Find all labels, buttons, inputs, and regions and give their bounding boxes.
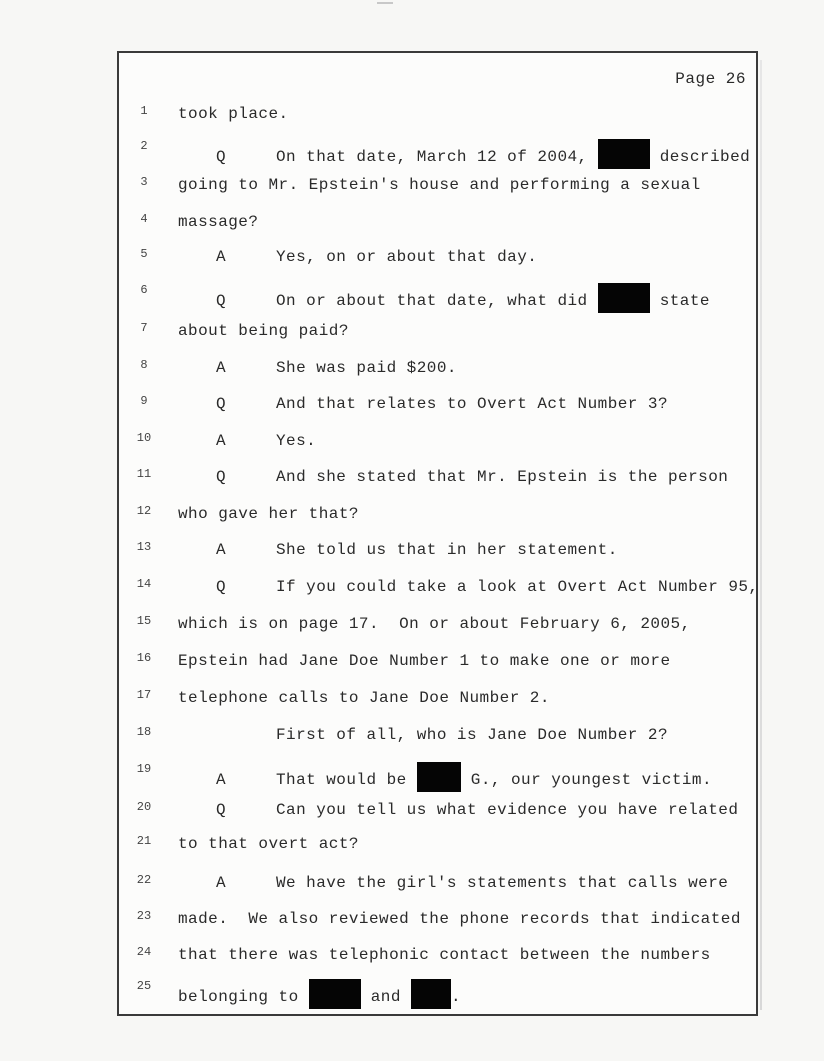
transcript-line — [119, 688, 756, 712]
speaker-label: Q — [216, 578, 227, 596]
line-number: 5 — [140, 247, 148, 261]
line-number: 20 — [136, 800, 152, 814]
text-segment: who gave her that? — [178, 505, 359, 523]
transcript-line — [119, 651, 756, 675]
transcript-line — [119, 945, 756, 969]
line-text — [178, 979, 461, 1009]
transcript-line — [119, 139, 756, 166]
text-segment: . — [450, 988, 461, 1006]
line-number: 23 — [136, 909, 152, 923]
text-segment: She told us that in her statement. — [276, 541, 618, 559]
line-number: 25 — [136, 979, 152, 993]
line-text — [178, 504, 359, 524]
text-segment: state — [649, 292, 710, 310]
line-number: 22 — [136, 873, 152, 887]
text-segment: She was paid $200. — [276, 359, 457, 377]
transcript-line — [119, 873, 756, 897]
line-number: 18 — [136, 725, 152, 739]
text-segment: Yes. — [276, 432, 317, 450]
line-number: 6 — [140, 283, 148, 297]
line-text — [178, 358, 457, 378]
line-text — [178, 614, 691, 634]
transcript-line — [119, 762, 756, 789]
line-number: 9 — [140, 394, 148, 408]
text-segment: to that overt act? — [178, 835, 359, 853]
line-text — [178, 688, 550, 708]
transcript-line — [119, 283, 756, 310]
line-number: 4 — [140, 212, 148, 226]
line-text — [178, 873, 728, 893]
transcript-page — [117, 51, 758, 1016]
speaker-label: A — [216, 432, 227, 450]
line-number: 14 — [136, 577, 152, 591]
line-number: 15 — [136, 614, 152, 628]
speaker-label: A — [216, 874, 227, 892]
line-text — [178, 945, 711, 965]
text-segment: about being paid? — [178, 322, 349, 340]
line-text — [178, 212, 258, 232]
text-segment: Epstein had Jane Doe Number 1 to make one or more — [178, 652, 671, 670]
text-segment: On or about that date, what did — [276, 292, 598, 310]
transcript-line — [119, 431, 756, 455]
line-number: 11 — [136, 467, 152, 481]
text-segment: We have the girl's statements that calls were — [276, 874, 729, 892]
page-edge-shadow — [760, 60, 762, 1010]
transcript-line — [119, 467, 756, 491]
text-segment: On that date, March 12 of 2004, — [276, 148, 598, 166]
text-segment: Yes, on or about that day. — [276, 248, 538, 266]
line-text — [178, 247, 537, 267]
text-segment: And that relates to Overt Act Number 3? — [276, 395, 669, 413]
speaker-label: Q — [216, 292, 227, 310]
line-text — [178, 800, 738, 820]
text-segment: which is on page 17. On or about February 6, 2005, — [178, 615, 691, 633]
line-number: 10 — [136, 431, 152, 445]
redaction-block — [417, 762, 461, 792]
line-text — [178, 725, 668, 745]
transcript-line — [119, 540, 756, 564]
line-text — [178, 909, 741, 929]
transcript-line — [119, 394, 756, 418]
text-segment: Can you tell us what evidence you have related — [276, 801, 739, 819]
line-text — [178, 175, 701, 195]
text-segment: took place. — [178, 105, 289, 123]
text-segment: belonging to — [178, 988, 309, 1006]
line-text — [178, 762, 712, 792]
speaker-label: A — [216, 359, 227, 377]
transcript-line — [119, 800, 756, 824]
line-number: 17 — [136, 688, 152, 702]
speaker-label: A — [216, 248, 227, 266]
line-text — [178, 431, 316, 451]
transcript-line — [119, 725, 756, 749]
transcript-line — [119, 321, 756, 345]
speaker-label: Q — [216, 468, 227, 486]
line-number: 21 — [136, 834, 152, 848]
transcript-line — [119, 909, 756, 933]
speaker-label: Q — [216, 395, 227, 413]
page-number: Page 26 — [675, 70, 746, 88]
speaker-label: Q — [216, 801, 227, 819]
text-segment: If you could take a look at Overt Act Number 95, — [276, 578, 759, 596]
text-segment: described — [649, 148, 751, 166]
speaker-label: Q — [216, 148, 227, 166]
line-text — [178, 394, 668, 414]
line-text — [178, 834, 359, 854]
line-text — [178, 139, 750, 169]
line-number: 16 — [136, 651, 152, 665]
line-text — [178, 540, 618, 560]
line-number: 1 — [140, 104, 148, 118]
transcript-line — [119, 979, 756, 1006]
text-segment: telephone calls to Jane Doe Number 2. — [178, 689, 550, 707]
line-number: 2 — [140, 139, 148, 153]
line-number: 8 — [140, 358, 148, 372]
scan-mark — [377, 2, 393, 4]
line-number: 19 — [136, 762, 152, 776]
line-number: 13 — [136, 540, 152, 554]
line-text — [178, 577, 758, 597]
transcript-line — [119, 577, 759, 601]
line-number: 7 — [140, 321, 148, 335]
transcript-line — [119, 504, 756, 528]
line-text — [178, 104, 289, 124]
line-text — [178, 321, 349, 341]
redaction-block — [411, 979, 451, 1009]
text-segment: First of all, who is Jane Doe Number 2? — [276, 726, 669, 744]
redaction-block — [598, 139, 650, 169]
text-segment: and — [360, 988, 411, 1006]
transcript-line — [119, 358, 756, 382]
text-segment: massage? — [178, 213, 259, 231]
line-text — [178, 651, 671, 671]
text-segment: that there was telephonic contact between the numbers — [178, 946, 711, 964]
text-segment: And she stated that Mr. Epstein is the person — [276, 468, 729, 486]
line-number: 3 — [140, 175, 148, 189]
line-text — [178, 283, 710, 313]
speaker-label: A — [216, 771, 227, 789]
transcript-line — [119, 247, 756, 271]
transcript-line — [119, 175, 756, 199]
line-number: 12 — [136, 504, 152, 518]
text-segment: made. We also reviewed the phone records that indicated — [178, 910, 741, 928]
redaction-block — [309, 979, 361, 1009]
text-segment: going to Mr. Epstein's house and performing a sexual — [178, 176, 701, 194]
speaker-label: A — [216, 541, 227, 559]
line-number: 24 — [136, 945, 152, 959]
line-text — [178, 467, 728, 487]
transcript-line — [119, 212, 756, 236]
transcript-line — [119, 104, 756, 128]
text-segment: That would be — [276, 771, 417, 789]
redaction-block — [598, 283, 650, 313]
transcript-line — [119, 834, 756, 858]
transcript-line — [119, 614, 756, 638]
text-segment: G., our youngest victim. — [460, 771, 713, 789]
